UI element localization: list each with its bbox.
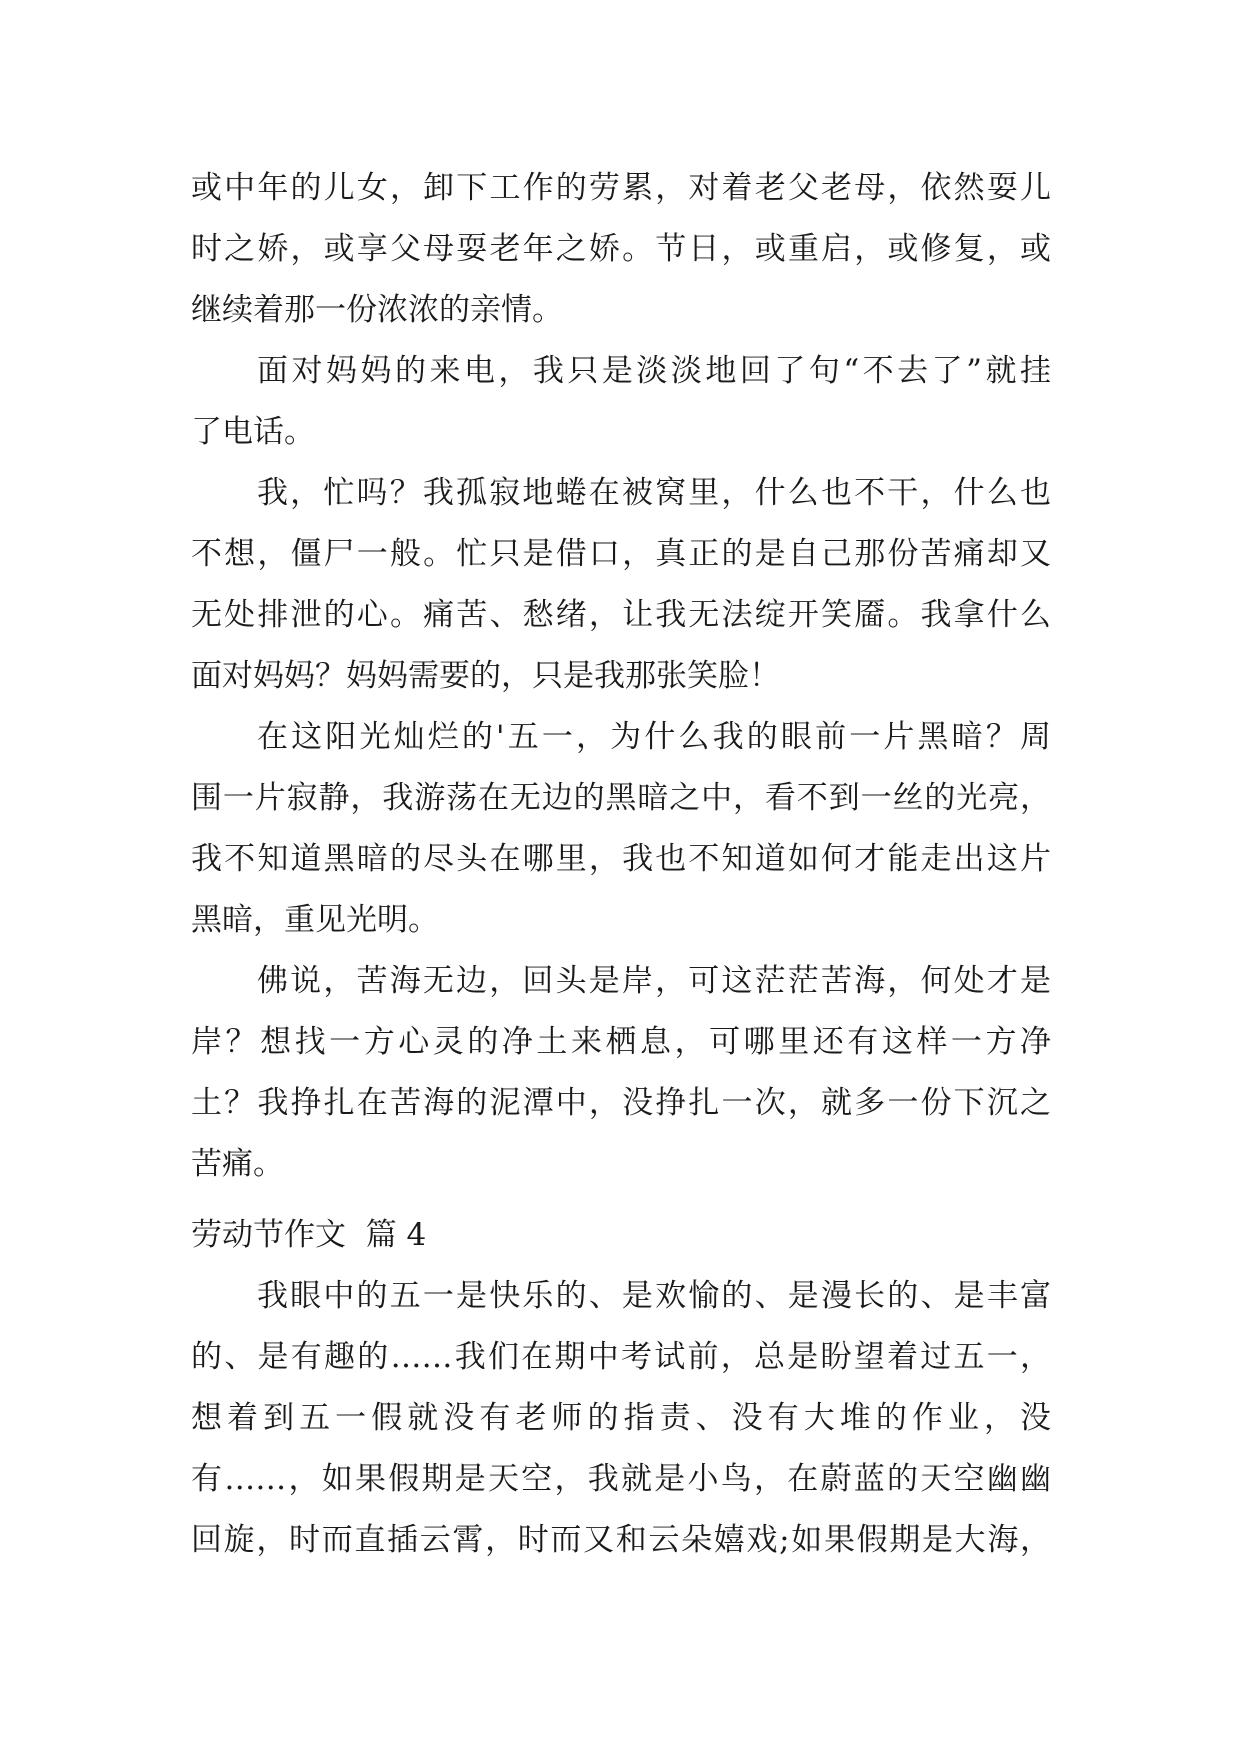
paragraph-line: 面对妈妈？妈妈需要的，只是我那张笑脸！ (191, 658, 780, 694)
paragraph-line: 岸？想找一方心灵的净土来栖息，可哪里还有这样一方净 (191, 1024, 1051, 1060)
paragraph-line: 回旋，时而直插云霄，时而又和云朵嬉戏;如果假期是大海， (191, 1522, 1051, 1558)
paragraph-line: 黑暗，重见光明。 (191, 902, 439, 938)
paragraph-line: 我眼中的五一是快乐的、是欢愉的、是漫长的、是丰富 (257, 1278, 1051, 1314)
paragraph-line: 的、是有趣的……我们在期中考试前，总是盼望着过五一， (191, 1339, 1051, 1375)
paragraph-line: 苦痛。 (191, 1146, 284, 1182)
paragraph-line: 不想，僵尸一般。忙只是借口，真正的是自己那份苦痛却又 (191, 536, 1051, 572)
paragraph-line: 土？我挣扎在苦海的泥潭中，没挣扎一次，就多一份下沉之 (191, 1085, 1051, 1121)
paragraph-line: 了电话。 (191, 414, 315, 450)
paragraph-line: 围一片寂静，我游荡在无边的黑暗之中，看不到一丝的光亮， (191, 780, 1051, 816)
paragraph-line: 想着到五一假就没有老师的指责、没有大堆的作业，没 (191, 1400, 1051, 1436)
essay-body-section-2 (191, 1266, 1051, 1571)
paragraph-line: 继续着那一份浓浓的亲情。 (191, 292, 563, 328)
paragraph-line: 时之娇，或享父母耍老年之娇。节日，或重启，或修复，或 (191, 231, 1051, 267)
section-heading: 劳动节作文 篇 4 (191, 1217, 427, 1253)
paragraph-line: 我，忙吗？我孤寂地蜷在被窝里，什么也不干，什么也 (257, 475, 1051, 511)
paragraph-line: 在这阳光灿烂的'五一，为什么我的眼前一片黑暗？周 (257, 719, 1051, 755)
paragraph-line: 有……，如果假期是天空，我就是小鸟，在蔚蓝的天空幽幽 (191, 1461, 1051, 1497)
paragraph-line: 佛说，苦海无边，回头是岸，可这茫茫苦海，何处才是 (257, 963, 1051, 999)
paragraph-line: 我不知道黑暗的尽头在哪里，我也不知道如何才能走出这片 (191, 841, 1051, 877)
paragraph-line: 面对妈妈的来电，我只是淡淡地回了句“不去了”就挂 (257, 353, 1051, 389)
paragraph-line: 或中年的儿女，卸下工作的劳累，对着老父老母，依然耍儿 (191, 170, 1051, 206)
essay-body-section-1 (191, 158, 1051, 1195)
paragraph-line: 无处排泄的心。痛苦、愁绪，让我无法绽开笑靥。我拿什么 (191, 597, 1051, 633)
